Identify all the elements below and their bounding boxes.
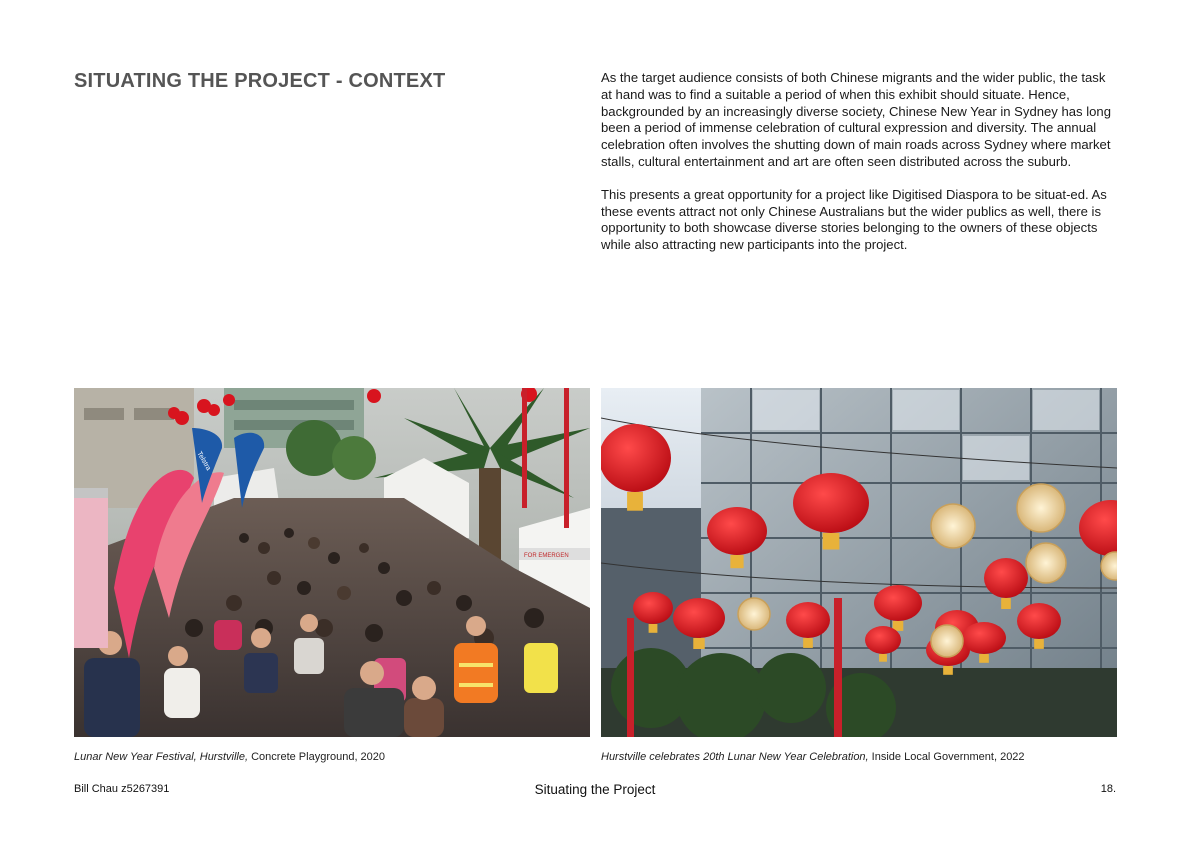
red-lantern [673, 598, 725, 638]
lantern-tassel [979, 654, 989, 663]
lantern-tassel [693, 638, 704, 649]
lantern-tassel [1034, 639, 1044, 649]
paragraph-2: This presents a great opportunity for a project like Digitised Diaspora to be situat-ed. As these events attract not only Chinese Australians but the wider publics as well, there is opportunity to both showcase diverse stories belonging to the owners of these objects while also attracting new participants into the project. [601, 186, 1107, 253]
paragraph-1: As the target audience consists of both Chinese migrants and the wider public, the task at hand was to find a suitable a period of when this exhibit should situate. Hence, backgrounded by an increasingly diverse society, Chinese New Year in Sydney has long been a period of immense celebration of cultural expression and diversity. The annual celebration often involves the shutting down of main roads across Sydney where market stalls, cultural entertainment and art are often seen distributed across the suburb. [601, 70, 1111, 169]
footer-author: Bill Chau z5267391 [74, 783, 170, 795]
lantern-tassel [803, 638, 813, 648]
caption-left-source: Concrete Playground, 2020 [251, 751, 386, 763]
lantern-tassel [730, 555, 743, 568]
lanterns-photo [601, 388, 1117, 737]
caption-right-source: Inside Local Government, 2022 [871, 751, 1025, 763]
lantern-tassel [943, 666, 953, 675]
red-lantern [1017, 603, 1061, 639]
light-lantern [931, 625, 963, 657]
lantern-tassel [649, 624, 658, 633]
lantern-tassel [1001, 598, 1011, 609]
lantern-tassel [627, 492, 643, 511]
page-title: SITUATING THE PROJECT - CONTEXT [74, 70, 446, 92]
red-lantern [601, 424, 671, 492]
caption-left-title: Lunar New Year Festival, Hurstville, [74, 751, 249, 763]
lantern-tassel [823, 533, 840, 550]
light-lantern [1026, 543, 1066, 583]
caption-left [74, 751, 385, 763]
red-lantern [793, 473, 869, 533]
red-lantern [707, 507, 767, 555]
lantern-tassel [879, 654, 887, 662]
red-lantern [874, 585, 922, 621]
body-text [601, 70, 1117, 270]
light-lantern [931, 504, 975, 548]
flag-brand-text: Telstra [195, 450, 212, 472]
footer-section-title: Situating the Project [534, 782, 656, 797]
red-lantern [865, 626, 901, 654]
page-number: 18. [1100, 783, 1116, 795]
red-lantern [786, 602, 830, 638]
red-lantern [962, 622, 1006, 654]
stall-sign: FOR EMERGEN [524, 553, 569, 559]
light-lantern [738, 598, 770, 630]
red-lantern [984, 558, 1028, 598]
light-lantern [1017, 484, 1065, 532]
caption-right-title: Hurstville celebrates 20th Lunar New Year Celebration, [601, 751, 869, 763]
caption-right [601, 751, 1025, 763]
red-lantern [633, 592, 673, 624]
festival-crowd-photo [74, 388, 590, 737]
